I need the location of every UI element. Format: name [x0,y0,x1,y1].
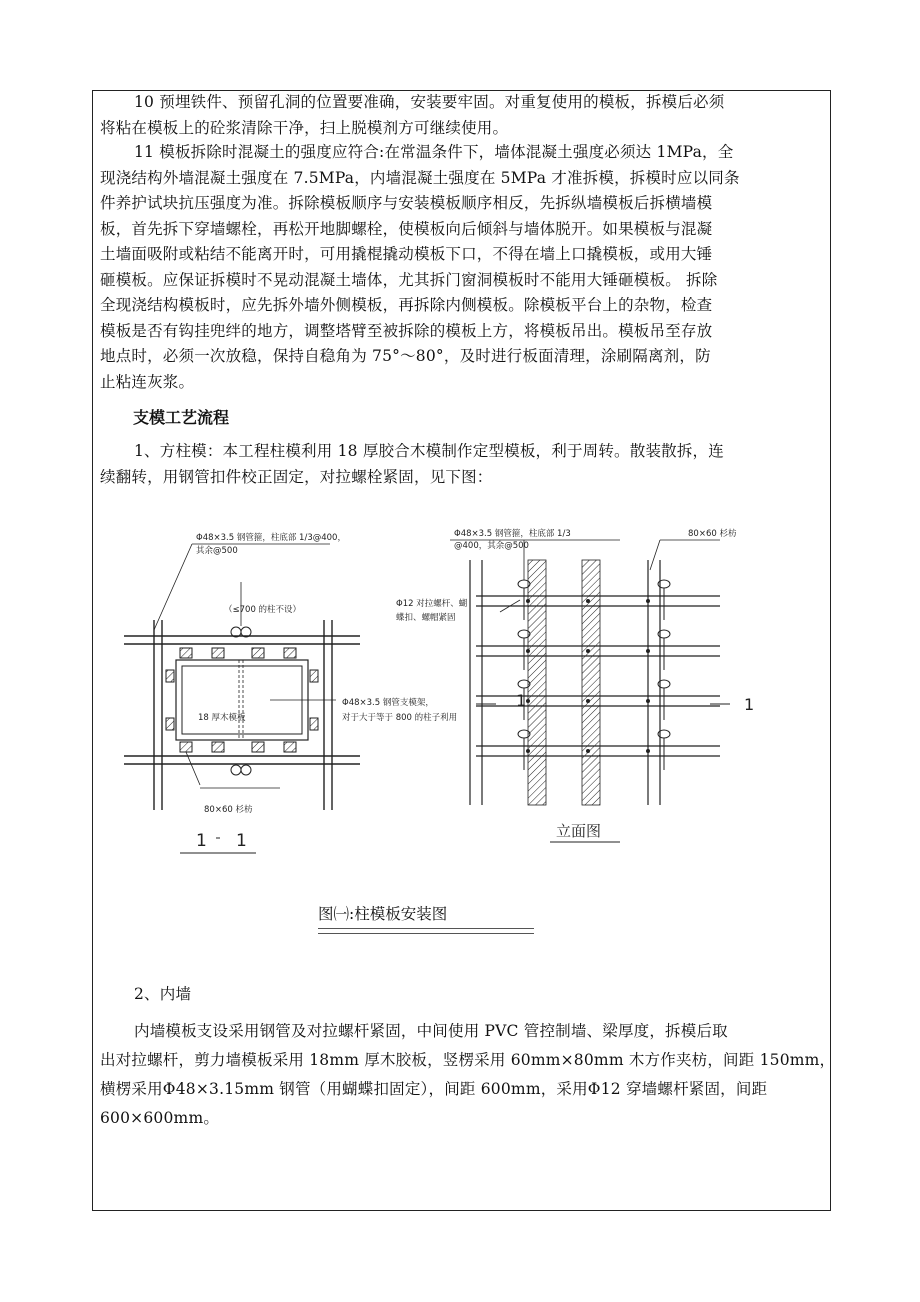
column-formwork-figure [120,520,800,940]
caption-rule [318,933,534,934]
item-2-paragraph [100,1017,836,1133]
elevation-cut-left: 1 [516,691,527,710]
text-line: 土墙面吸附或粘结不能离开时，可用撬棍撬动模板下口，不得在墙上口撬模板，或用大锤 [100,245,713,263]
elevation-note-pipe-2: @400，其余@500 [454,541,529,551]
section-note-pipe-2: 其余@500 [196,546,238,556]
text-line: 地点时，必须一次放稳，保持自稳角为 75°～80°，及时进行板面清理，涂刷隔离剂，防 [100,347,711,365]
elevation-note-pipe-1: Φ48×3.5 钢管箍，柱底部 1/3 [454,529,571,539]
text-line: 内墙模板支设采用钢管及对拉螺杆紧固，中间使用 PVC 管控制墙、梁厚度，拆模后取 [134,1022,728,1040]
text-line: 将粘在模板上的砼浆清除干净，扫上脱模剂方可继续使用。 [100,118,509,137]
caption-rule [318,928,534,929]
text-line: 全现浇结构模板时，应先拆外墙外侧模板，再拆除内侧模板。除模板平台上的杂物，检查 [100,296,713,314]
text-line: 止粘连灰浆。 [100,372,195,391]
section-label-b: 1 [236,831,247,851]
text-line: 2、内墙 [134,985,192,1003]
elevation-cut-right: 1 [744,695,755,714]
text-line: 1、方柱模：本工程柱模利用 18 厚胶合木模制作定型模板，利于周转。散装散拆，连 [134,442,724,460]
text-line: 600×600mm。 [100,1109,220,1127]
section-note-board: 18 厚木模板 [198,713,246,723]
text-line: 件养护试块抗压强度为准。拆除模板顺序与安装模板顺序相反，先拆纵墙模板后拆横墙模 [100,194,713,212]
elevation-view [450,540,730,842]
figure-caption: 图㈠:柱模板安装图 [318,905,448,923]
elevation-note-batten: 80×60 杉枋 [688,529,737,539]
text-line: 11 模板拆除时混凝土的强度应符合:在常温条件下，墙体混凝土强度必须达 1MPa，全 [134,143,734,161]
paragraph-10 [100,90,824,141]
paragraph-11 [100,140,824,395]
section-note-batten: 80×60 杉枋 [204,805,253,815]
section-label-a: 1 [196,831,207,851]
text-line: 模板是否有钩挂兜绊的地方，调整塔臂至被拆除的模板上方，将模板吊出。模板吊至存放 [100,321,713,340]
text-line: 出对拉螺杆，剪力墙模板采用 18mm 厚木胶板，竖楞采用 60mm×80mm 木方作夹枋，间距 150mm， [100,1051,836,1069]
elevation-title: 立面图 [556,822,602,840]
text-line: 横楞采用Φ48×3.15mm 钢管（用蝴蝶扣固定），间距 600mm，采用Φ12 穿墙螺杆紧固，间距 [100,1080,768,1098]
text-line: 现浇结构外墙混凝土强度在 7.5MPa，内墙混凝土强度在 5MPa 才准拆模，拆模时应以同条 [100,168,740,187]
text-line: 砸模板。应保证拆模时不晃动混凝土墙体，尤其拆门窗洞模板时不能用大锤砸模板。 拆除 [100,270,718,289]
section-note-support-2: 对于大于等于 800 的柱子利用 [342,713,458,723]
text-line: 续翻转，用钢管扣件校正固定，对拉螺栓紧固，见下图： [100,467,493,486]
section-note-pipe-1: Φ48×3.5 钢管箍，柱底部 1/3@400， [196,533,346,543]
section-note-small: （≤700 的柱不设） [224,605,302,615]
item-2-heading [100,982,824,1008]
figure-drawing [120,520,800,900]
section-note-support-1: Φ48×3.5 钢管支模架， [342,698,434,708]
text-line: 10 预埋铁件、预留孔洞的位置要准确，安装要牢固。对重复使用的模板，拆模后必须 [134,93,725,111]
item-1-paragraph [100,439,824,490]
section-heading: 支模工艺流程 [133,408,230,427]
text-line: 板，首先拆下穿墙螺栓，再松开地脚螺栓，使模板向后倾斜与墙体脱开。如果模板与混凝 [100,219,713,238]
elevation-note-bolt-2: 蝶扣、螺帽紧固 [396,613,456,623]
elevation-note-bolt-1: Φ12 对拉螺杆、蝴 [396,599,468,609]
